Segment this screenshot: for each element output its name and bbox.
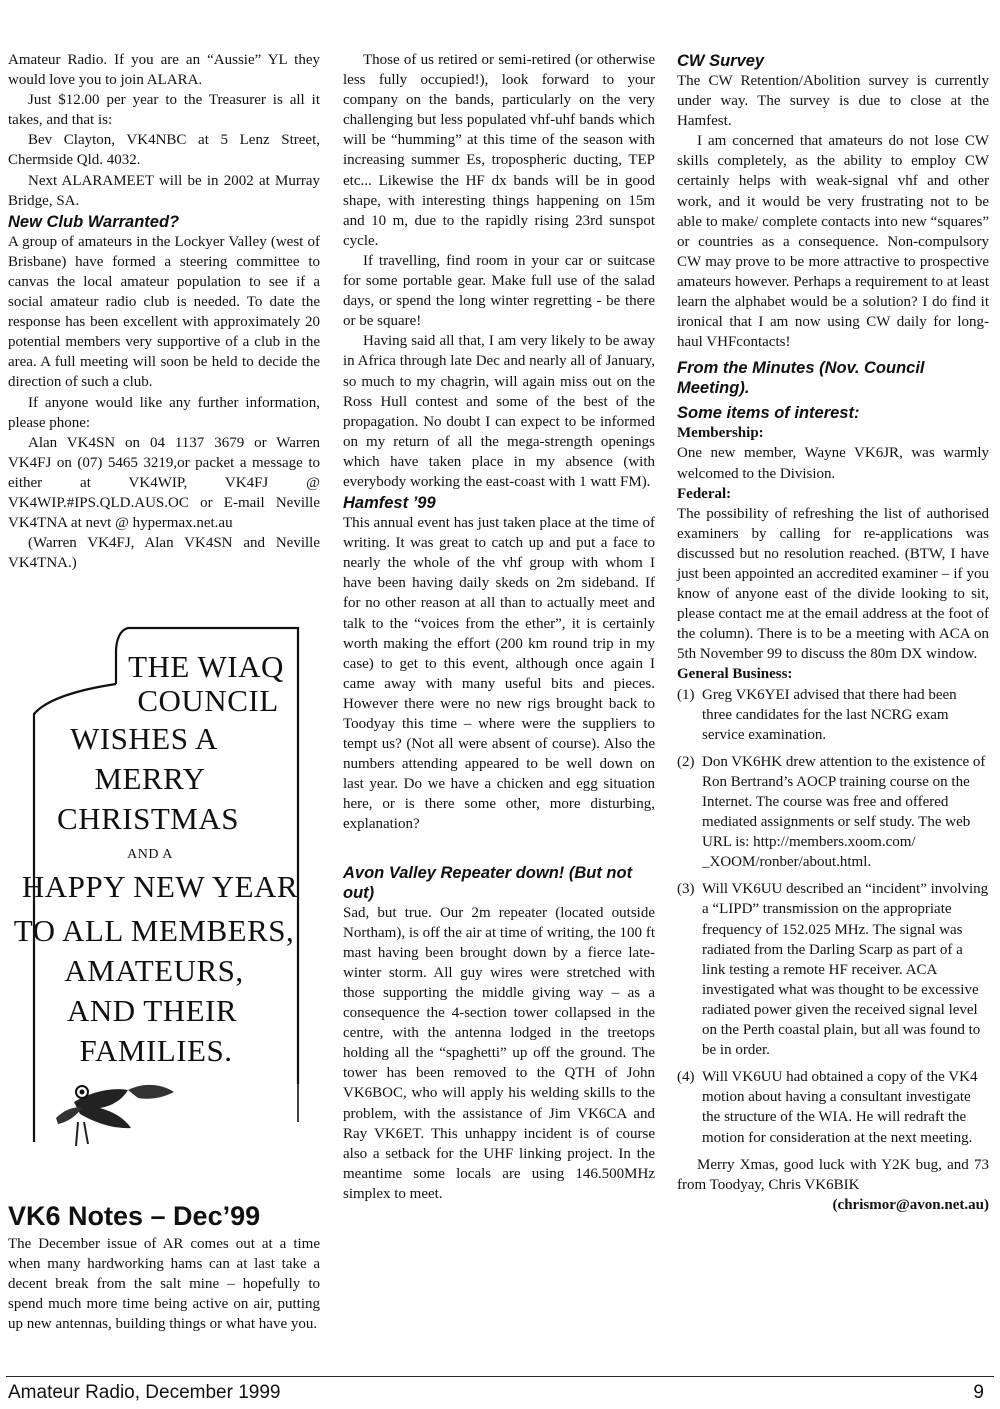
list-item: (4) Will VK6UU had obtained a copy of the VK4 motion about having a consultant investigate the structure of the WIA. He will redraft the motion for consideration at the next meeting. (677, 1069, 978, 1146)
footer-publication: Amateur Radio, December 1999 (8, 1382, 281, 1403)
new-club-paragraph: A group of amateurs in the Lockyer Valley (west of Brisbane) have formed a steering committee to canvas the local amateur population to see if a social amateur radio club is needed. To date the response has been excellent with approximately 20 potential members very supportive of a club in the area. A full meeting will soon be held to decide the direction of such a club. (8, 233, 320, 391)
cw-concern-paragraph: I am concerned that amateurs do not lose CW skills completely, as the ability to employ CW certainly helps with weak-signal vhf and other work, and it would be very frustrating not to be able to make/ complete contacts into new “squares” or countries as a consequence. Non-compulsory CW may prove to be more attractive to prospective amateurs however. Perhaps a requirement to at least learn the alphabet would be a solution? I do find it ironical that I am now using CW daily for long-haul VHFcontacts! (677, 133, 989, 351)
list-item: (1) Greg VK6YEI advised that there had been three candidates for the last NCRG exam service examination. (677, 686, 957, 743)
alara-paragraph: Amateur Radio. If you are an “Aussie” YL they would love you to join ALARA. (8, 52, 320, 89)
membership-paragraph: One new member, Wayne VK6JR, was warmly welcomed to the Division. (677, 445, 989, 482)
list-item: (2) Don VK6HK drew attention to the existence of Ron Bertrand’s AOCP training course on the Internet. The course was free and offered mediated assignments or self study. The web URL is: http://members.xoom.com/ _XOOM/ronber/about.html. (677, 753, 986, 871)
heading-hamfest: Hamfest ’99 (343, 494, 436, 513)
card-line-6: AND A (127, 847, 173, 862)
vk6-intro-paragraph: The December issue of AR comes out at a time when many hardworking hams can at last take a decent break from the salt mine – hopefully to spend much more time being active on air, putting up new antennas, building things or what have you. (8, 1236, 320, 1333)
column-1 (8, 50, 320, 573)
business-items-list (677, 685, 989, 1148)
travelling-paragraph: If travelling, find room in your car or suitcase for some portable gear. Make full use of the salad days, or spend the long winter regretting - be there or be square! (343, 252, 655, 330)
list-item: (3) Will VK6UU described an “incident” involving a “LIPD” transmission on the appropriate frequency of 152.025 MHz. The signal was radiated from the Darling Scarp as part of a link testing a remote HF receiver. ACA investigated what was thought to be excessive radiated power given the received signal level on the Perth coastal plain, but all was found to be in order. (677, 881, 989, 1059)
retired-paragraph: Those of us retired or semi-retired (or otherwise less fully occupied!), look forward to your company on the bands, particularly on the very challenging but less populated vhf-uhf bands which will be “humming” at this time of the season with increasing summer Es, tropospheric ducting, TEP etc... Likewise the HF dx bands will be in good shape, with interesting things happening on 15m and 10 m, due to the rapidly rising 23rd sunspot cycle. (343, 52, 655, 249)
card-line-11: FAMILIES. (79, 1033, 233, 1068)
contact-paragraph: Alan VK4SN on 04 1137 3679 or Warren VK4FJ on (07) 5465 3219,or packet a message to either at VK4WIP, VK4FJ @ VK4WIP.#IPS.QLD.AUS.OC or E-mail Neville VK4TNA at nevt @ hypermax.net.au (8, 434, 320, 532)
signoff-paragraph: (Warren VK4FJ, Alan VK4SN and Neville VK4TNA.) (8, 535, 320, 572)
closing-paragraph: Merry Xmas, good luck with Y2K bug, and 73 from Toodyay, Chris VK6BIK (677, 1156, 989, 1193)
repeater-paragraph: Sad, but true. Our 2m repeater (located outside Northam), is off the air at time of writing, the 100 ft mast having been brought down by a fierce late-winter storm. All guy wires were stretched with those supporting the middle giving way – as a consequence the 4-section tower collapsed in the centre, with the antenna lodged in the treetops holding all the “spaghetti” up off the ground. The tower has been removed to the QTH of John VK6BOC, who will apply his welding skills to the problem, with the assistance of Jim VK6CA and Ray VK6ET. This unhappy incident is of course also a setback for the UHF linking project. In the meantime some locals are using 146.500MHz simplex to meet. (343, 904, 655, 1202)
column-2 (343, 50, 655, 1204)
card-line-1: THE WIAQ (128, 649, 284, 684)
cw-survey-paragraph: The CW Retention/Abolition survey is currently under way. The survey is due to close at the Hamfest. (677, 73, 989, 130)
vk6-notes-body (8, 1234, 320, 1334)
membership-label: Membership: (677, 425, 764, 442)
heading-new-club: New Club Warranted? (8, 212, 180, 231)
card-line-5: CHRISTMAS (57, 801, 239, 836)
vk6-notes-title: VK6 Notes – Dec’99 (8, 1201, 261, 1231)
christmas-card (13, 622, 304, 1170)
holly-decoration (56, 1085, 174, 1146)
federal-label: Federal: (677, 485, 732, 502)
card-line-3: WISHES A (70, 721, 218, 756)
alarameet-paragraph: Next ALARAMEET will be in 2002 at Murray Bridge, SA. (8, 172, 320, 209)
heading-minutes: From the Minutes (Nov. Council Meeting). (677, 359, 925, 398)
fee-paragraph: Just $12.00 per year to the Treasurer is all it takes, and that is: (8, 92, 320, 129)
hamfest-paragraph: This annual event has just taken place at the time of writing. It was great to catch up and put a face to nearly the whole of the vhf group with whom I have been having daily skeds on 2m sideband. If for no other reason at all than to actually meet and talk to the “voices from the ether”, it is certainly worth making the effort (200 km round trip in my case) to get to this event, although once again I came away with many useful bits and pieces. However there were no new rigs brought back to Toodyay this time – where were the suppliers to tempt us? (Not all were absent of course). Also the numbers attending appeared to be well down on last year. Do we have a chicken and egg situation here, or is there some other, more disturbing, explanation? (343, 515, 655, 833)
card-line-10: AND THEIR (66, 993, 238, 1028)
column-3 (677, 53, 989, 1215)
card-line-7: HAPPY NEW YEAR (21, 869, 299, 904)
card-line-4: MERRY (94, 761, 206, 796)
card-line-2: COUNCIL (137, 683, 279, 718)
africa-paragraph: Having said all that, I am very likely to be away in Africa through late Dec and nearly all of January, so much to my chagrin, will again miss out on the Ross Hull contest and some of the best of the propagation. No doubt I can expect to be informed on my return of all the mega-strength openings which have taken place in my absence (with everybody working the east-coast with 1 watt FM). (343, 333, 655, 490)
federal-paragraph: The possibility of refreshing the list of authorised examiners by calling for re-applications was discussed but no resolution reached. (BTW, I have just been appointed an accredited examiner – if you know of anyone east of the divide looking to sit, please contact me at the email address at the foot of the column). There is to be a meeting with ACA on 5th November 99 to discuss the 80m DX window. (677, 505, 989, 663)
page-number: 9 (973, 1382, 984, 1403)
heading-items-of-interest: Some items of interest: (677, 404, 860, 423)
card-line-8: TO ALL MEMBERS, (13, 913, 295, 948)
general-business-label: General Business: (677, 666, 793, 683)
card-line-9: AMATEURS, (64, 953, 244, 988)
footer-rule (6, 1376, 994, 1377)
heading-avon-valley: Avon Valley Repeater down! (But not out) (343, 863, 633, 902)
author-email: (chrismor@avon.net.au) (832, 1196, 989, 1213)
info-paragraph: If anyone would like any further information, please phone: (8, 394, 320, 431)
heading-cw-survey: CW Survey (677, 52, 765, 70)
treasurer-address: Bev Clayton, VK4NBC at 5 Lenz Street, Chermside Qld. 4032. (8, 132, 320, 169)
